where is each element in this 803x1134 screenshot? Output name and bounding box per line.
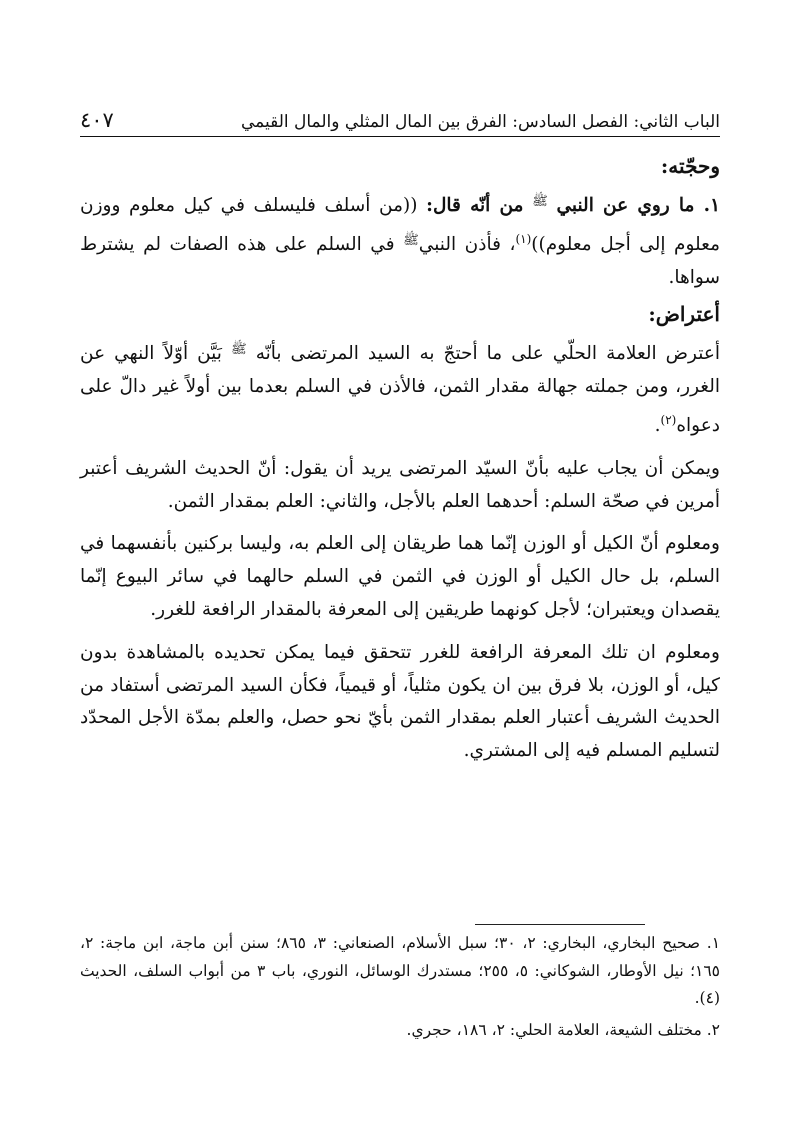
footnote-ref-1[interactable]: (١): [515, 231, 532, 246]
salawat-icon: ﷺ: [230, 342, 247, 358]
known-paragraph-1: ومعلوم أنّ الكيل أو الوزن إنّما هما طريقان إلى العلم به، وليسا بركنين بأنفسهما في السلم، بل حال الكيل أو الوزن في الثمن في السلم حالهما في سائر البيوع إنّما يقصدان ويعتبران؛ لأجل كونهما طريقين إلى المعرفة بالمقدار الرافعة للغرر.: [80, 533, 720, 620]
main-text: [80, 146, 720, 768]
item1-text-c: في السلم على هذه الصفات لم يشترط سواها.: [80, 233, 720, 288]
footnote-1: ١. صحيح البخاري، البخاري: ٢، ٣٠؛ سبل الأسلام، الصنعاني: ٣، ٨٦٥؛ سنن أبن ماجة، ابن ماجة: ٢، ١٦٥؛ نيل الأوطار، الشوكاني: ٥، ٢٥٥؛ مستدرك الوسائل، النوري، باب ٣ من أبواب السلف، الحديث (٤).: [80, 934, 721, 1007]
objection-heading: أعتراض:: [648, 302, 720, 327]
footnote-separator: [475, 924, 645, 925]
running-header: [80, 96, 720, 132]
objection-text-a: أعترض العلامة الحلّي على ما أحتجّ به السيد المرتضى بأنّه: [255, 343, 721, 365]
item1-text-a: ((من أسلف فليسلف في كيل معلوم ووزن معلوم إلى أجل معلوم)): [80, 195, 720, 255]
item1-text-b: ، فأذن النبي: [418, 233, 516, 255]
page-number: ٤٠٧: [80, 108, 114, 132]
footnotes: [80, 930, 720, 1044]
salawat-icon: ﷺ: [403, 232, 419, 248]
evidence-item-1: [80, 186, 720, 294]
item1-lead-b: من أنّه قال:: [426, 195, 524, 216]
header-rule: [80, 136, 720, 137]
known-paragraph-2: ومعلوم ان تلك المعرفة الرافعة للغرر تتحقق فيما يمكن تحديده بالمشاهدة بدون كيل، أو الوزن، بلا فرق بين ان يكون مثلياً، أو قيمياً، فكأن السيد المرتضى أستفاد من الحديث الشريف أعتبار العلم بمقدار الثمن بأيّ نحو حصل، والعلم بمدّة الأجل المحدّد لتسليم المسلم فيه إلى المشتري.: [80, 641, 720, 762]
footnote-2: ٢. مختلف الشيعة، العلامة الحلي: ٢، ١٨٦، حجري.: [406, 1020, 720, 1039]
answer-paragraph: ويمكن أن يجاب عليه بأنّ السيّد المرتضى يريد أن يقول: أنّ الحديث الشريف أعتبر أمرين في صحّة السلم: أحدهما العلم بالأجل، والثاني: العلم بمقدار الثمن.: [80, 457, 720, 512]
item1-lead: ١. ما روي عن النبي: [556, 195, 720, 216]
footnote-ref-2[interactable]: (٢): [660, 412, 677, 427]
chapter-title: الباب الثاني: الفصل السادس: الفرق بين المال المثلي والمال القيمي: [240, 112, 720, 132]
objection-text-end: .: [654, 414, 661, 436]
objection-text-b: بَيَّن أوّلاً النهي عن الغرر، ومن جملته جهالة مقدار الثمن، فالأذن في السلم بعدما بين أولاً غير دالّ على دعواه: [80, 343, 720, 436]
objection-paragraph: [80, 334, 720, 442]
evidence-heading: وحجّته:: [660, 154, 720, 178]
salawat-icon: ﷺ: [532, 194, 548, 209]
